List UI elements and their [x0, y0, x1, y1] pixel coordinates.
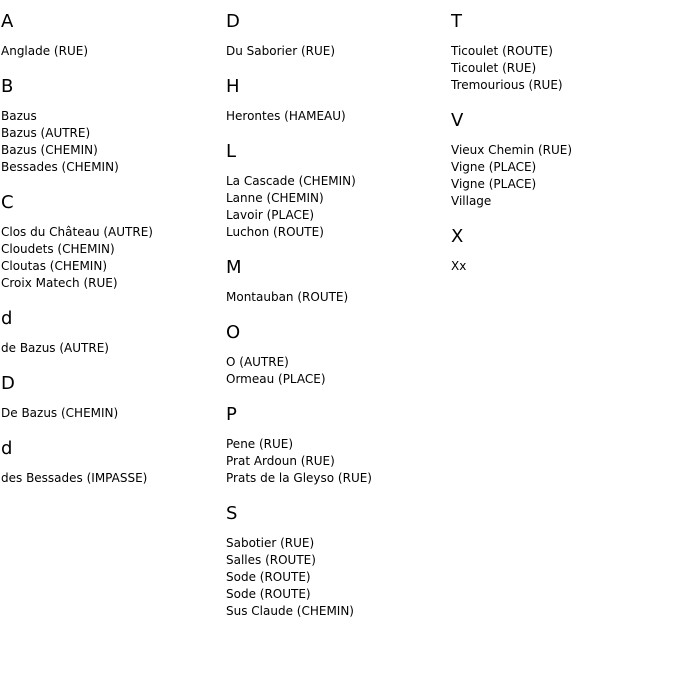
street-list [451, 43, 671, 94]
letter-group [1, 436, 221, 487]
street-list [226, 436, 446, 487]
letter-heading: d [1, 308, 13, 329]
street-entry[interactable]: O (AUTRE) [226, 355, 289, 369]
street-entry[interactable]: Bazus (CHEMIN) [1, 143, 98, 157]
street-entry[interactable]: des Bessades (IMPASSE) [1, 471, 148, 485]
letter-group [451, 108, 671, 210]
street-entry[interactable]: Salles (ROUTE) [226, 553, 316, 567]
street-entry[interactable]: Ticoulet (RUE) [451, 61, 537, 75]
street-entry[interactable]: Bazus (AUTRE) [1, 126, 91, 140]
street-list [1, 340, 221, 357]
letter-heading: P [226, 404, 237, 425]
street-entry[interactable]: Tremourious (RUE) [451, 78, 563, 92]
letter-heading: O [226, 322, 241, 343]
street-list [1, 470, 221, 487]
letter-group [226, 402, 446, 487]
letter-heading: S [226, 503, 238, 524]
street-list [226, 43, 446, 60]
letter-group [1, 9, 221, 60]
street-entry[interactable]: La Cascade (CHEMIN) [226, 174, 356, 188]
street-entry[interactable]: Prats de la Gleyso (RUE) [226, 471, 372, 485]
letter-group [1, 371, 221, 422]
street-entry[interactable]: Ormeau (PLACE) [226, 372, 326, 386]
letter-heading: M [226, 257, 242, 278]
street-entry[interactable]: Xx [451, 259, 467, 273]
letter-group [1, 306, 221, 357]
street-entry[interactable]: Lavoir (PLACE) [226, 208, 315, 222]
street-list [1, 108, 221, 176]
letter-group [226, 501, 446, 620]
street-entry[interactable]: Cloutas (CHEMIN) [1, 259, 108, 273]
letter-group [226, 9, 446, 60]
street-entry[interactable]: De Bazus (CHEMIN) [1, 406, 119, 420]
street-entry[interactable]: Sabotier (RUE) [226, 536, 315, 550]
street-list [226, 108, 446, 125]
street-entry[interactable]: Anglade (RUE) [1, 44, 88, 58]
street-list [1, 224, 221, 292]
street-entry[interactable]: Luchon (ROUTE) [226, 225, 324, 239]
street-entry[interactable]: Sus Claude (CHEMIN) [226, 604, 354, 618]
letter-group [1, 74, 221, 176]
street-list [451, 142, 671, 210]
street-entry[interactable]: Vieux Chemin (RUE) [451, 143, 573, 157]
street-list [1, 405, 221, 422]
street-entry[interactable]: Vigne (PLACE) [451, 177, 537, 191]
index-column [226, 9, 446, 634]
street-entry[interactable]: Pene (RUE) [226, 437, 294, 451]
letter-heading: D [1, 373, 15, 394]
letter-heading: B [1, 76, 14, 97]
letter-group [1, 190, 221, 292]
index-column [451, 9, 671, 289]
street-entry[interactable]: Croix Matech (RUE) [1, 276, 118, 290]
street-entry[interactable]: Bessades (CHEMIN) [1, 160, 119, 174]
letter-heading: T [451, 11, 462, 32]
letter-heading: A [1, 11, 14, 32]
street-entry[interactable]: Herontes (HAMEAU) [226, 109, 346, 123]
letter-heading: d [1, 438, 13, 459]
street-list [226, 535, 446, 620]
letter-heading: C [1, 192, 14, 213]
letter-heading: D [226, 11, 240, 32]
street-list [226, 289, 446, 306]
street-entry[interactable]: Prat Ardoun (RUE) [226, 454, 335, 468]
street-entry[interactable]: Clos du Château (AUTRE) [1, 225, 153, 239]
index-column [1, 9, 221, 501]
street-entry[interactable]: Du Saborier (RUE) [226, 44, 336, 58]
street-entry[interactable]: de Bazus (AUTRE) [1, 341, 109, 355]
street-list [226, 173, 446, 241]
street-entry[interactable]: Sode (ROUTE) [226, 587, 311, 601]
street-entry[interactable]: Village [451, 194, 492, 208]
letter-heading: X [451, 226, 464, 247]
street-entry[interactable]: Bazus [1, 109, 37, 123]
street-entry[interactable]: Lanne (CHEMIN) [226, 191, 324, 205]
letter-heading: V [451, 110, 464, 131]
letter-heading: L [226, 141, 237, 162]
street-entry[interactable]: Sode (ROUTE) [226, 570, 311, 584]
street-entry[interactable]: Vigne (PLACE) [451, 160, 537, 174]
letter-heading: H [226, 76, 240, 97]
street-entry[interactable]: Ticoulet (ROUTE) [451, 44, 553, 58]
street-list [226, 354, 446, 388]
letter-group [226, 255, 446, 306]
street-entry[interactable]: Cloudets (CHEMIN) [1, 242, 115, 256]
letter-group [226, 139, 446, 241]
letter-group [226, 320, 446, 388]
letter-group [451, 224, 671, 275]
street-list [451, 258, 671, 275]
letter-group [226, 74, 446, 125]
letter-group [451, 9, 671, 94]
street-list [1, 43, 221, 60]
street-entry[interactable]: Montauban (ROUTE) [226, 290, 349, 304]
